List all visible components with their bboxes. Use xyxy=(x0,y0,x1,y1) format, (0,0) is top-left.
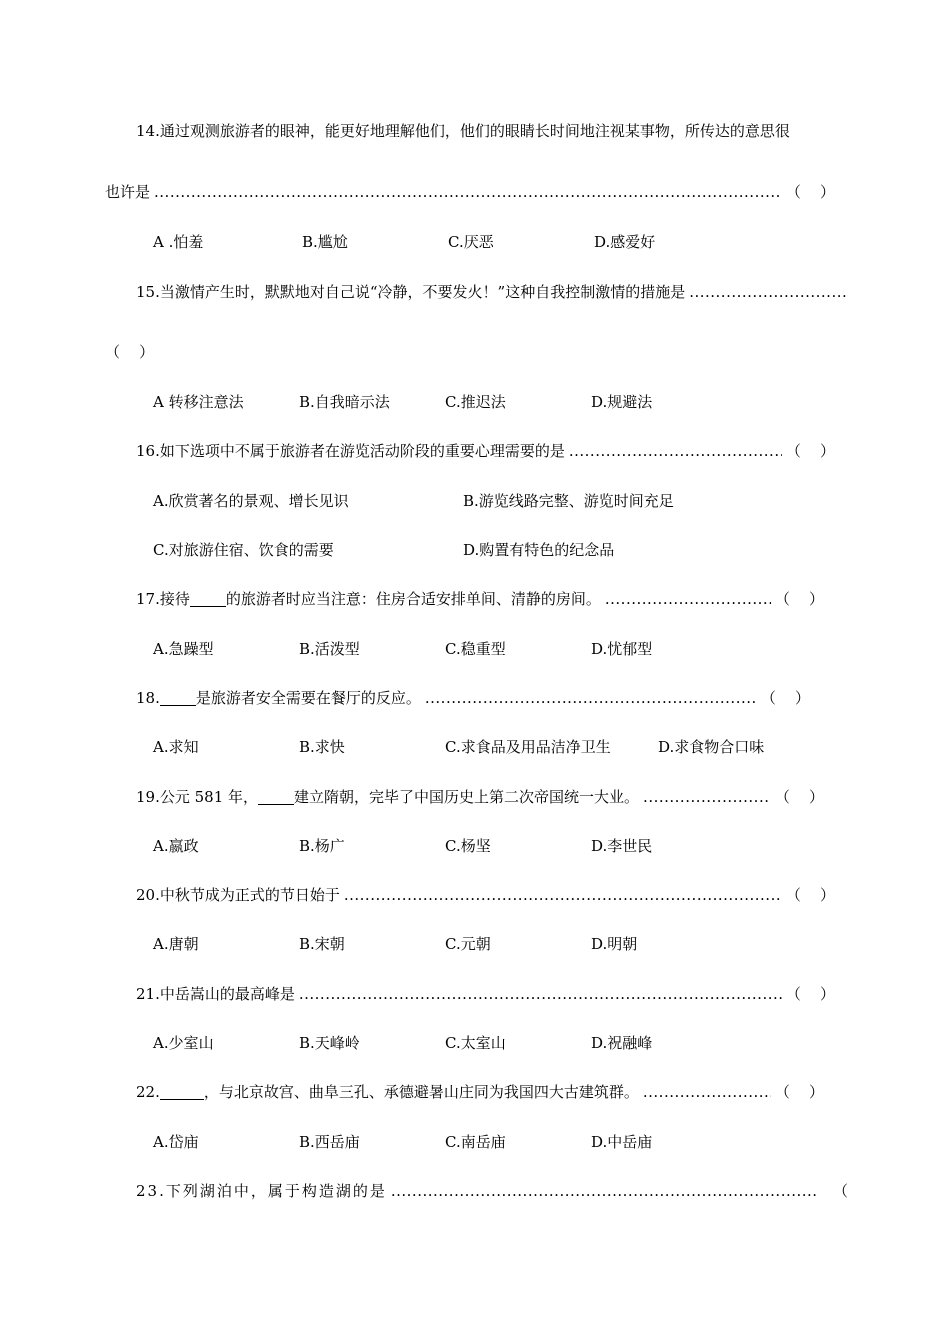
option-a[interactable]: A.急躁型 xyxy=(153,640,214,658)
question-16-text: 16.如下选项中不属于旅游者在游览活动阶段的重要心理需要的是 xyxy=(136,442,565,460)
option-a[interactable]: A 转移注意法 xyxy=(153,393,244,411)
question-21-line xyxy=(136,984,835,1004)
option-c[interactable]: C.稳重型 xyxy=(445,640,506,658)
question-18-line xyxy=(136,688,810,708)
question-23-line xyxy=(136,1181,848,1201)
fill-blank[interactable] xyxy=(190,592,226,607)
question-22-prefix: 22. xyxy=(136,1083,160,1101)
leader-dots xyxy=(689,282,848,302)
option-c[interactable]: C.杨坚 xyxy=(445,837,491,855)
question-20-line xyxy=(136,885,835,905)
option-d[interactable]: D.忧郁型 xyxy=(591,640,653,658)
option-d[interactable]: D.李世民 xyxy=(591,837,653,855)
answer-bracket[interactable]: （ ） xyxy=(774,788,824,806)
question-14-text: 14.通过观测旅游者的眼神，能更好地理解他们，他们的眼睛长时间地注视某事物，所传达的意思很 xyxy=(136,122,790,140)
answer-bracket[interactable]: （ ） xyxy=(785,886,835,904)
option-d[interactable]: D.购置有特色的纪念品 xyxy=(463,541,615,559)
question-17-line xyxy=(136,589,824,609)
leader-dots xyxy=(425,688,757,708)
leader-dots xyxy=(344,885,782,905)
question-22-line xyxy=(136,1082,824,1102)
answer-bracket[interactable]: （ ） xyxy=(774,590,824,608)
question-14-line-1 xyxy=(136,121,790,141)
leader-dots xyxy=(299,984,782,1004)
question-14-line-2 xyxy=(105,182,835,202)
question-23-text: 23.下列湖泊中，属于构造湖的是 xyxy=(136,1182,387,1200)
option-d[interactable]: D.规避法 xyxy=(591,393,653,411)
question-15-text: 15.当激情产生时，默默地对自己说“冷静，不要发火！”这种自我控制激情的措施是 xyxy=(136,283,686,301)
option-a[interactable]: A .怕羞 xyxy=(153,233,204,251)
option-c[interactable]: C.太室山 xyxy=(445,1034,506,1052)
option-a[interactable]: A.少室山 xyxy=(153,1034,214,1052)
question-20-text: 20.中秋节成为正式的节日始于 xyxy=(136,886,340,904)
option-d[interactable]: D.中岳庙 xyxy=(591,1133,653,1151)
option-b[interactable]: B.活泼型 xyxy=(299,640,360,658)
option-b[interactable]: B.宋朝 xyxy=(299,935,345,953)
option-b[interactable]: B.西岳庙 xyxy=(299,1133,360,1151)
option-d[interactable]: D.祝融峰 xyxy=(591,1034,653,1052)
answer-bracket[interactable]: （ xyxy=(832,1182,848,1200)
question-15-line-2 xyxy=(105,342,154,362)
option-a[interactable]: A.唐朝 xyxy=(153,935,199,953)
question-17-suffix: 的旅游者时应当注意：住房合适安排单间、清静的房间。 xyxy=(225,590,601,608)
option-d[interactable]: D.求食物合口味 xyxy=(658,738,765,756)
answer-bracket[interactable]: （ ） xyxy=(105,343,155,361)
option-a[interactable]: A.岱庙 xyxy=(153,1133,199,1151)
answer-bracket[interactable]: （ ） xyxy=(774,1083,824,1101)
option-c[interactable]: C.南岳庙 xyxy=(445,1133,506,1151)
option-b[interactable]: B.杨广 xyxy=(299,837,345,855)
leader-dots xyxy=(391,1181,819,1201)
answer-bracket[interactable]: （ ） xyxy=(760,689,810,707)
answer-bracket[interactable]: （ ） xyxy=(785,985,835,1003)
option-d[interactable]: D.感爱好 xyxy=(594,233,656,251)
option-d[interactable]: D.明朝 xyxy=(591,935,638,953)
answer-bracket[interactable]: （ ） xyxy=(785,183,835,201)
question-18-suffix: 是旅游者安全需要在餐厅的反应。 xyxy=(195,689,421,707)
question-14-text-cont: 也许是 xyxy=(105,183,151,201)
leader-dots xyxy=(154,182,782,202)
question-19-suffix: 建立隋朝，完毕了中国历史上第二次帝国统一大业。 xyxy=(294,788,640,806)
leader-dots xyxy=(643,787,771,807)
option-b[interactable]: B.天峰岭 xyxy=(299,1034,360,1052)
option-c[interactable]: C.元朝 xyxy=(445,935,491,953)
option-a[interactable]: A.求知 xyxy=(153,738,199,756)
question-21-text: 21.中岳嵩山的最高峰是 xyxy=(136,985,295,1003)
answer-bracket[interactable]: （ ） xyxy=(785,442,835,460)
question-18-prefix: 18. xyxy=(136,689,160,707)
question-16-line xyxy=(136,441,835,461)
option-c[interactable]: C.厌恶 xyxy=(448,233,494,251)
question-19-prefix: 19.公元 581 年， xyxy=(136,788,259,806)
question-22-suffix: ，与北京故宫、曲阜三孔、承德避暑山庄同为我国四大古建筑群。 xyxy=(203,1083,639,1101)
option-a[interactable]: A.嬴政 xyxy=(153,837,199,855)
option-c[interactable]: C.推迟法 xyxy=(445,393,506,411)
question-17-prefix: 17.接待 xyxy=(136,590,190,608)
option-b[interactable]: B.自我暗示法 xyxy=(299,393,390,411)
leader-dots xyxy=(605,589,771,609)
question-19-line xyxy=(136,787,824,807)
option-c[interactable]: C.对旅游住宿、饮食的需要 xyxy=(153,541,334,559)
option-b[interactable]: B.尴尬 xyxy=(302,233,348,251)
fill-blank[interactable] xyxy=(160,1085,204,1100)
option-b[interactable]: B.游览线路完整、游览时间充足 xyxy=(463,492,674,510)
leader-dots xyxy=(643,1082,771,1102)
option-b[interactable]: B.求快 xyxy=(299,738,345,756)
question-15-line-1 xyxy=(136,282,848,302)
fill-blank[interactable] xyxy=(160,691,196,706)
option-c[interactable]: C.求食品及用品洁净卫生 xyxy=(445,738,611,756)
fill-blank[interactable] xyxy=(258,790,294,805)
leader-dots xyxy=(569,441,782,461)
option-a[interactable]: A.欣赏著名的景观、增长见识 xyxy=(153,492,349,510)
